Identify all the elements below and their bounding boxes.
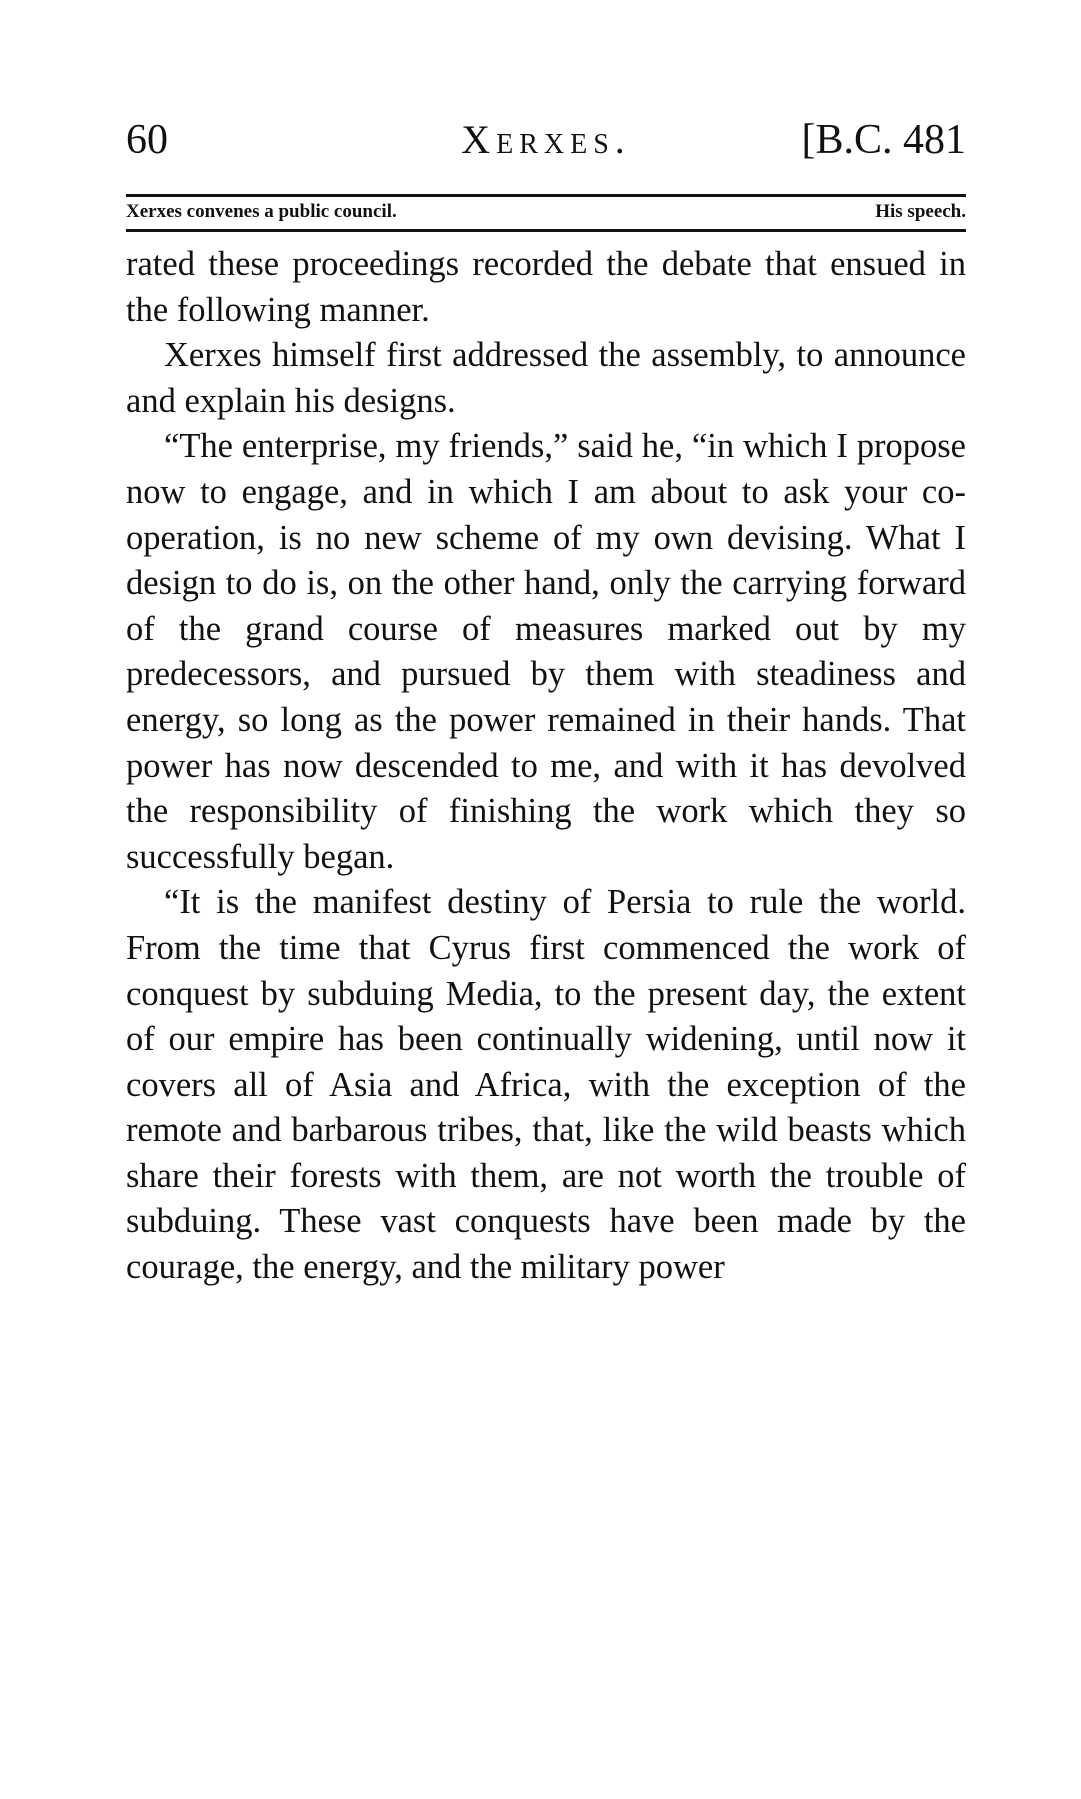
side-heading-left: Xerxes convenes a public council. bbox=[126, 201, 397, 222]
book-page bbox=[126, 112, 966, 1291]
paragraph: “The enterprise, my friends,” said he, “in which I propose now to engage, and in which I am about to ask your co-operation, is no new scheme of my own devising. What I design to do is, on the other hand, only the carrying forward of the grand course of measures marked out by my predecessors, and pursued by them with steadiness and energy, so long as the power remained in their hands. That power has now descended to me, and with it has devolved the responsibility of finishing the work which they so successfully began. bbox=[126, 427, 966, 876]
running-head bbox=[126, 112, 966, 168]
date-reference: [B.C. 481 bbox=[801, 117, 966, 163]
header-rule-bottom bbox=[126, 229, 966, 232]
book-title: Xerxes. bbox=[461, 117, 631, 162]
side-heading-right: His speech. bbox=[875, 201, 966, 222]
side-headings bbox=[126, 197, 966, 227]
paragraph: “It is the manifest destiny of Persia to rule the world. From the time that Cyrus first commenced the work of conquest by subduing Media, to the present day, the extent of our empire has been continually widening, until now it covers all of Asia and Africa, with the exception of the remote and barbarous tribes, that, like the wild beasts which share their forests with them, are not worth the trouble of subduing. These vast conquests have been made by the courage, the energy, and the military power bbox=[126, 883, 966, 1287]
paragraph: Xerxes himself first addressed the assembly, to announce and explain his designs. bbox=[126, 336, 966, 420]
body-text bbox=[126, 242, 966, 1291]
paragraph-continued: rated these proceedings recorded the debate that ensued in the following manner. bbox=[126, 245, 966, 329]
page-number: 60 bbox=[126, 117, 168, 163]
